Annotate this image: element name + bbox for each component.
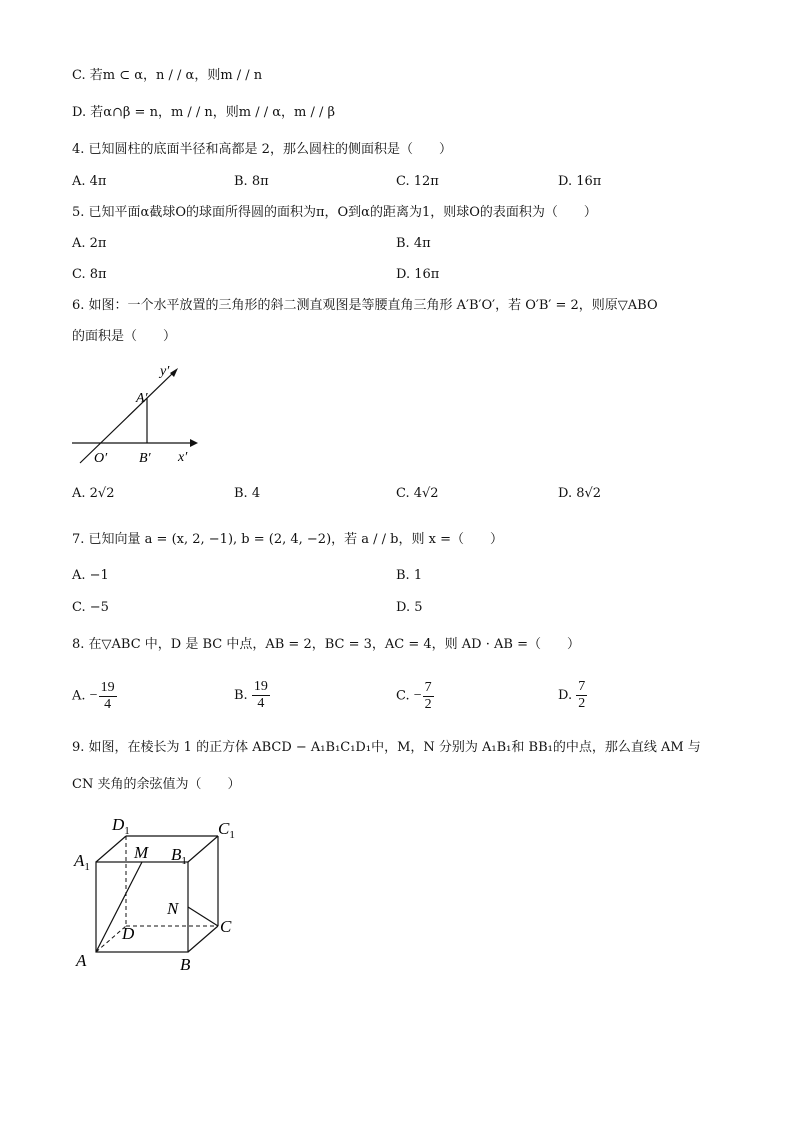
question-7: 7. 已知向量 a = (x, 2, −1), b = (2, 4, −2)，若 a / / b，则 x =（ ） <box>72 532 503 547</box>
label-c1: $C_1$ <box>218 819 235 841</box>
q8-option-a-prefix: A. <box>72 688 86 704</box>
q8-option-b-prefix: B. <box>234 688 248 703</box>
oblique-projection-figure <box>66 358 206 470</box>
q7-option-b: B. 1 <box>396 568 423 583</box>
label-b-prime: B′ <box>139 451 151 466</box>
q8-option-d-denominator: 2 <box>578 696 586 711</box>
q8-option-c-sign: − <box>413 688 422 703</box>
label-b: B <box>180 955 191 974</box>
q4-option-d: D. 16π <box>558 174 602 189</box>
label-n: N <box>167 899 179 918</box>
q8-option-b <box>234 676 270 716</box>
label-o-prime: O′ <box>94 451 108 466</box>
q6-option-c: C. 4√2 <box>396 486 439 501</box>
label-d1: $D_1$ <box>112 815 130 837</box>
label-a-prime: A′ <box>136 391 148 406</box>
q4-option-b: B. 8π <box>234 174 269 189</box>
edge-b1-c1 <box>188 836 218 862</box>
edge-a1-d1 <box>96 836 126 862</box>
label-x-prime: x′ <box>178 450 188 465</box>
x-axis-arrow <box>190 439 198 447</box>
label-c: C <box>220 917 232 936</box>
q8-option-d-prefix: D. <box>558 688 573 703</box>
segment-a-m <box>96 862 142 952</box>
q7-option-c: C. −5 <box>72 600 109 615</box>
q6-option-b: B. 4 <box>234 486 261 501</box>
y-axis <box>80 372 174 463</box>
q8-option-a-denominator: 4 <box>104 696 112 712</box>
q8-option-c-prefix: C. <box>396 688 410 704</box>
q8-option-a-sign: − <box>89 688 98 703</box>
q8-option-b-numerator: 19 <box>253 679 268 694</box>
q5-option-d: D. 16π <box>396 267 440 282</box>
q5-option-b: B. 4π <box>396 236 431 251</box>
q8-option-a <box>72 676 117 716</box>
q5-option-c: C. 8π <box>72 267 107 282</box>
question-9-line-1: 9. 如图，在棱长为 1 的正方体 ABCD − A₁B₁C₁D₁中，M，N 分别为 A₁B₁和 BB₁的中点，那么直线 AM 与 <box>72 740 701 755</box>
question-6-line-1: 6. 如图：一个水平放置的三角形的斜二测直观图是等腰直角三角形 A′B′O′，若 O′B′ = 2，则原▽ABO <box>72 298 658 313</box>
q6-option-d: D. 8√2 <box>558 486 602 501</box>
segment-c-n <box>188 907 218 926</box>
q5-option-a: A. 2π <box>72 236 107 251</box>
question-8: 8. 在▽ABC 中，D 是 BC 中点，AB = 2，BC = 3，AC = 4，则 AD · AB =（ ） <box>72 637 580 652</box>
q8-option-c-denominator: 2 <box>424 696 432 712</box>
q8-option-d-fraction <box>576 679 587 712</box>
y-axis-arrow <box>170 368 178 377</box>
q8-option-b-fraction <box>252 679 270 712</box>
question-6-line-2: 的面积是（ ） <box>72 329 177 344</box>
option-c-statement: C. 若m ⊂ α，n / / α，则m / / n <box>72 68 263 83</box>
q7-option-d: D. 5 <box>396 600 423 615</box>
label-y-prime: y′ <box>160 364 170 379</box>
q4-option-c: C. 12π <box>396 174 439 189</box>
q8-option-d-numerator: 7 <box>578 679 586 694</box>
q8-option-c <box>396 676 434 716</box>
label-a1: $A_1$ <box>74 851 90 873</box>
q7-option-a: A. −1 <box>72 568 109 583</box>
question-9-line-2: CN 夹角的余弦值为（ ） <box>72 777 241 792</box>
q8-option-c-numerator: 7 <box>424 679 432 695</box>
option-d-statement: D. 若α∩β = n，m / / n，则m / / α，m / / β <box>72 105 336 120</box>
edge-b-c <box>188 926 218 952</box>
q8-option-b-denominator: 4 <box>257 696 265 711</box>
label-b1: $B_1$ <box>171 845 187 867</box>
q6-option-a: A. 2√2 <box>72 486 115 501</box>
q8-option-a-numerator: 19 <box>100 679 115 695</box>
cube-figure <box>70 808 250 980</box>
question-5: 5. 已知平面α截球O的球面所得圆的面积为π，O到α的距离为1，则球O的表面积为（ ） <box>72 205 597 220</box>
question-4: 4. 已知圆柱的底面半径和高都是 2，那么圆柱的侧面积是（ ） <box>72 142 452 157</box>
q8-option-c-fraction <box>423 680 434 713</box>
label-m: M <box>134 843 149 862</box>
label-a: A <box>76 951 87 970</box>
q8-option-a-fraction <box>99 680 117 713</box>
q8-option-d <box>558 676 587 716</box>
label-d: D <box>122 924 135 943</box>
q4-option-a: A. 4π <box>72 174 107 189</box>
